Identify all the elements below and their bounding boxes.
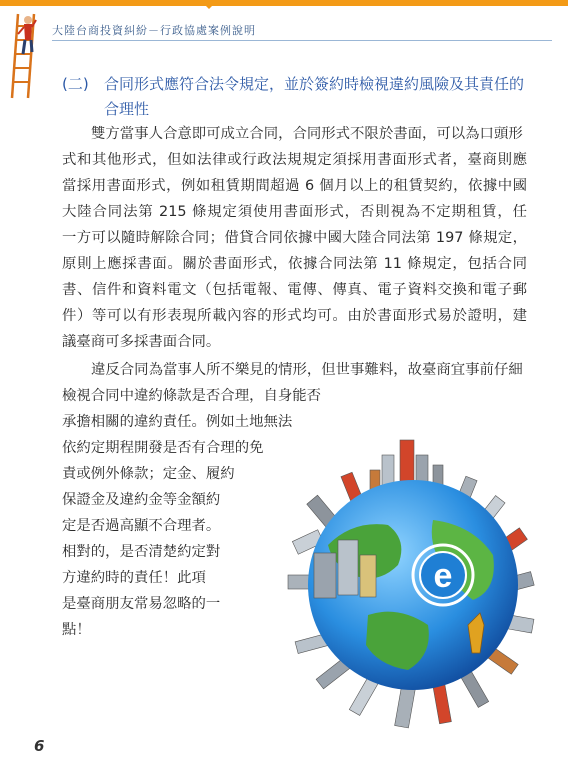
- e-logo-letter: e: [433, 557, 453, 595]
- paragraph-line: 方違約時的責任！此項: [62, 570, 206, 586]
- page-number: 6: [34, 737, 45, 755]
- paragraph-line: 一方可以隨時解除合同；借貸合同依據中國大陸合同法第 197 條規定，: [62, 230, 527, 246]
- paragraph-line: 議臺商可多採書面合同。: [62, 334, 221, 350]
- paragraph-line: 書、信件和資料電文（包括電報、電傳、傳真、電子資料交換和電子郵: [62, 282, 527, 298]
- paragraph-line: 當採用書面形式，例如租賃期間超過 6 個月以上的租賃契約，依據中國: [62, 178, 527, 194]
- paragraph-line: 保證金及違約金等金額約: [62, 492, 221, 508]
- section-heading-line: 合理性: [104, 100, 150, 118]
- paragraph-line: 相對的，是否清楚約定對: [62, 544, 221, 560]
- section-number: (二): [62, 75, 89, 93]
- paragraph-line: 責或例外條款；定金、履約: [62, 466, 235, 482]
- top-accent-bar: [0, 0, 568, 6]
- paragraph-line: 依約定期程開發是否有合理的免: [62, 440, 264, 456]
- paragraph-line: 檢視合同中違約條款是否合理，自身能否: [62, 388, 322, 404]
- body-paragraph: [62, 121, 527, 355]
- paragraph-line: 大陸合同法第 215 條規定須使用書面形式，否則視為不定期租賃，任: [62, 204, 527, 220]
- paragraph-line: 件）等可以有形表現所載內容的形式均可。由於書面形式易於證明，建: [62, 308, 527, 324]
- header-divider: [52, 40, 552, 41]
- ladder-climber-icon: [4, 10, 52, 100]
- paragraph-line: 是臺商朋友常易忽略的一: [62, 596, 221, 612]
- paragraph-line: 違反合同為當事人所不樂見的情形，但世事難料，故臺商宜事前仔細: [91, 362, 523, 378]
- top-accent-notch: [200, 0, 218, 9]
- paragraph-line: 點！: [62, 622, 91, 638]
- running-header-title: 大陸台商投資糾紛－行政協處案例說明: [52, 24, 256, 37]
- globe-city-illustration: [258, 425, 568, 735]
- section-heading-line: 合同形式應符合法令規定，並於簽約時檢視違約風險及其責任的: [104, 75, 525, 93]
- paragraph-line: 雙方當事人合意即可成立合同，合同形式不限於書面，可以為口頭形: [91, 126, 523, 142]
- paragraph-line: 原則上應採書面。關於書面形式，依據合同法第 11 條規定，包括合同: [62, 256, 527, 272]
- paragraph-line: 定是否過高顯不合理者。: [62, 518, 221, 534]
- paragraph-line: 式和其他形式，但如法律或行政法規規定須採用書面形式者，臺商則應: [62, 152, 527, 168]
- paragraph-line: 承擔相關的違約責任。例如土地無法: [62, 414, 293, 430]
